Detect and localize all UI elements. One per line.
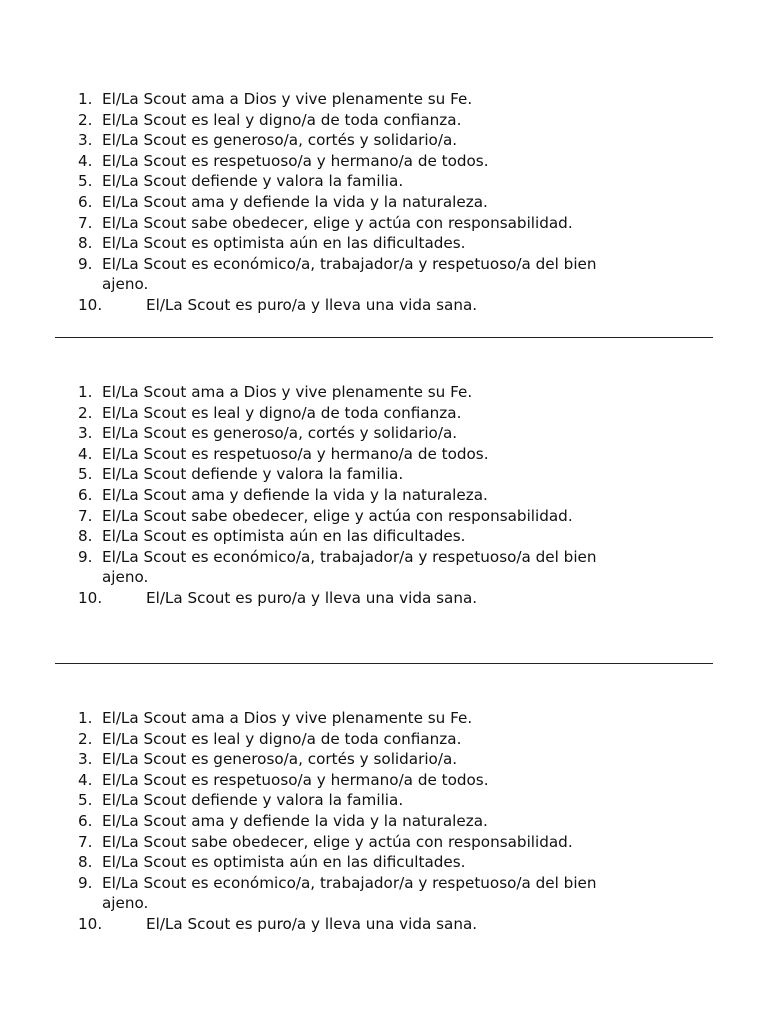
list-item (0, 403, 768, 424)
list-item (0, 811, 768, 832)
list-item-text: El/La Scout defiende y valora la familia. (102, 465, 404, 484)
list-item-text: El/La Scout es puro/a y lleva una vida sana. (146, 915, 478, 933)
list-item-number: 10. (78, 915, 103, 933)
list-item (0, 464, 768, 485)
list-item-number: 8. (78, 234, 93, 253)
list-item-number: 7. (78, 832, 93, 851)
list-item-text: El/La Scout es puro/a y lleva una vida sana. (146, 589, 478, 607)
list-item-text: El/La Scout es económico/a, trabajador/a y respetuoso/a del bien (102, 873, 597, 892)
list-item-number: 6. (78, 812, 93, 830)
list-item-number: 10. (78, 296, 103, 314)
list-item-text: El/La Scout es económico/a, trabajador/a y respetuoso/a del bien (102, 254, 597, 273)
list-item (0, 213, 768, 234)
list-item-continuation (0, 274, 768, 295)
list-item-text: El/La Scout ama a Dios y vive plenamente su Fe. (102, 90, 473, 108)
list-item-text: El/La Scout es respetuoso/a y hermano/a de todos. (102, 444, 489, 463)
list-item-number: 1. (78, 90, 93, 108)
list-item-number: 4. (78, 444, 93, 463)
list-item-text: El/La Scout sabe obedecer, elige y actúa con responsabilidad. (102, 832, 573, 851)
list-item-text: El/La Scout ama a Dios y vive plenamente su Fe. (102, 383, 473, 401)
list-item-text: El/La Scout defiende y valora la familia. (102, 172, 404, 191)
section-divider (55, 663, 713, 664)
list-item-number: 3. (78, 750, 93, 769)
list-item-text: El/La Scout es económico/a, trabajador/a y respetuoso/a del bien (102, 547, 597, 566)
list-item-text: El/La Scout es respetuoso/a y hermano/a de todos. (102, 151, 489, 170)
list-item-text: El/La Scout defiende y valora la familia. (102, 791, 404, 810)
list-item-text: El/La Scout es optimista aún en las dificultades. (102, 234, 466, 253)
list-item-number: 2. (78, 729, 93, 748)
list-item (0, 89, 768, 110)
list-item-text: El/La Scout es leal y digno/a de toda confianza. (102, 110, 462, 129)
list-item-number: 7. (78, 506, 93, 525)
list-item (0, 770, 768, 791)
list-item (0, 873, 768, 894)
list-item (0, 171, 768, 192)
list-item (0, 832, 768, 853)
list-item (0, 110, 768, 131)
list-item-text: El/La Scout sabe obedecer, elige y actúa con responsabilidad. (102, 213, 573, 232)
list-item-number: 10. (78, 589, 103, 607)
list-item-number: 8. (78, 527, 93, 546)
list-item-text: El/La Scout es generoso/a, cortés y solidario/a. (102, 131, 458, 150)
list-item-number: 9. (78, 254, 93, 273)
list-item-text: El/La Scout ama y defiende la vida y la naturaleza. (102, 193, 488, 211)
list-item-number: 8. (78, 853, 93, 872)
list-item (0, 233, 768, 254)
list-item-text: El/La Scout es respetuoso/a y hermano/a de todos. (102, 770, 489, 789)
list-item (0, 444, 768, 465)
list-item (0, 423, 768, 444)
list-item-number: 4. (78, 770, 93, 789)
list-item-text: El/La Scout sabe obedecer, elige y actúa con responsabilidad. (102, 506, 573, 525)
list-item-number: 6. (78, 193, 93, 211)
list-item (0, 729, 768, 750)
list-item-continuation (0, 567, 768, 588)
list-item-text: El/La Scout es generoso/a, cortés y solidario/a. (102, 750, 458, 769)
list-item (0, 485, 768, 506)
list-item-number: 5. (78, 172, 93, 191)
list-item-text: El/La Scout es generoso/a, cortés y solidario/a. (102, 424, 458, 443)
list-item (0, 254, 768, 275)
list-item-text: El/La Scout es leal y digno/a de toda confianza. (102, 403, 462, 422)
list-item (0, 547, 768, 568)
list-item-continuation (0, 893, 768, 914)
list-item-text: El/La Scout es puro/a y lleva una vida sana. (146, 296, 478, 314)
list-item-number: 6. (78, 486, 93, 504)
list-item (0, 708, 768, 729)
list-item (0, 130, 768, 151)
list-item-number: 9. (78, 873, 93, 892)
list-item-number: 4. (78, 151, 93, 170)
list-item-number: 5. (78, 791, 93, 810)
list-item-number: 1. (78, 709, 93, 727)
list-item (0, 151, 768, 172)
list-item-text: El/La Scout ama y defiende la vida y la naturaleza. (102, 486, 488, 504)
list-item-continuation-text: ajeno. (102, 275, 149, 294)
list-item (0, 192, 768, 213)
list-item (0, 588, 768, 609)
list-item-text: El/La Scout es optimista aún en las dificultades. (102, 853, 466, 872)
list-item (0, 295, 768, 316)
list-item (0, 749, 768, 770)
list-item-number: 1. (78, 383, 93, 401)
list-item-text: El/La Scout es optimista aún en las dificultades. (102, 527, 466, 546)
section-divider (55, 337, 713, 338)
list-item-continuation-text: ajeno. (102, 894, 149, 913)
list-item (0, 914, 768, 935)
list-item-text: El/La Scout ama y defiende la vida y la naturaleza. (102, 812, 488, 830)
list-item-number: 3. (78, 131, 93, 150)
list-item-number: 2. (78, 403, 93, 422)
list-item-text: El/La Scout ama a Dios y vive plenamente su Fe. (102, 709, 473, 727)
list-item-text: El/La Scout es leal y digno/a de toda confianza. (102, 729, 462, 748)
list-item-continuation-text: ajeno. (102, 568, 149, 587)
list-item-number: 3. (78, 424, 93, 443)
list-item (0, 526, 768, 547)
list-item-number: 9. (78, 547, 93, 566)
list-item (0, 506, 768, 527)
list-item (0, 852, 768, 873)
list-item-number: 5. (78, 465, 93, 484)
list-item-number: 2. (78, 110, 93, 129)
list-item-number: 7. (78, 213, 93, 232)
list-item (0, 382, 768, 403)
list-item (0, 790, 768, 811)
